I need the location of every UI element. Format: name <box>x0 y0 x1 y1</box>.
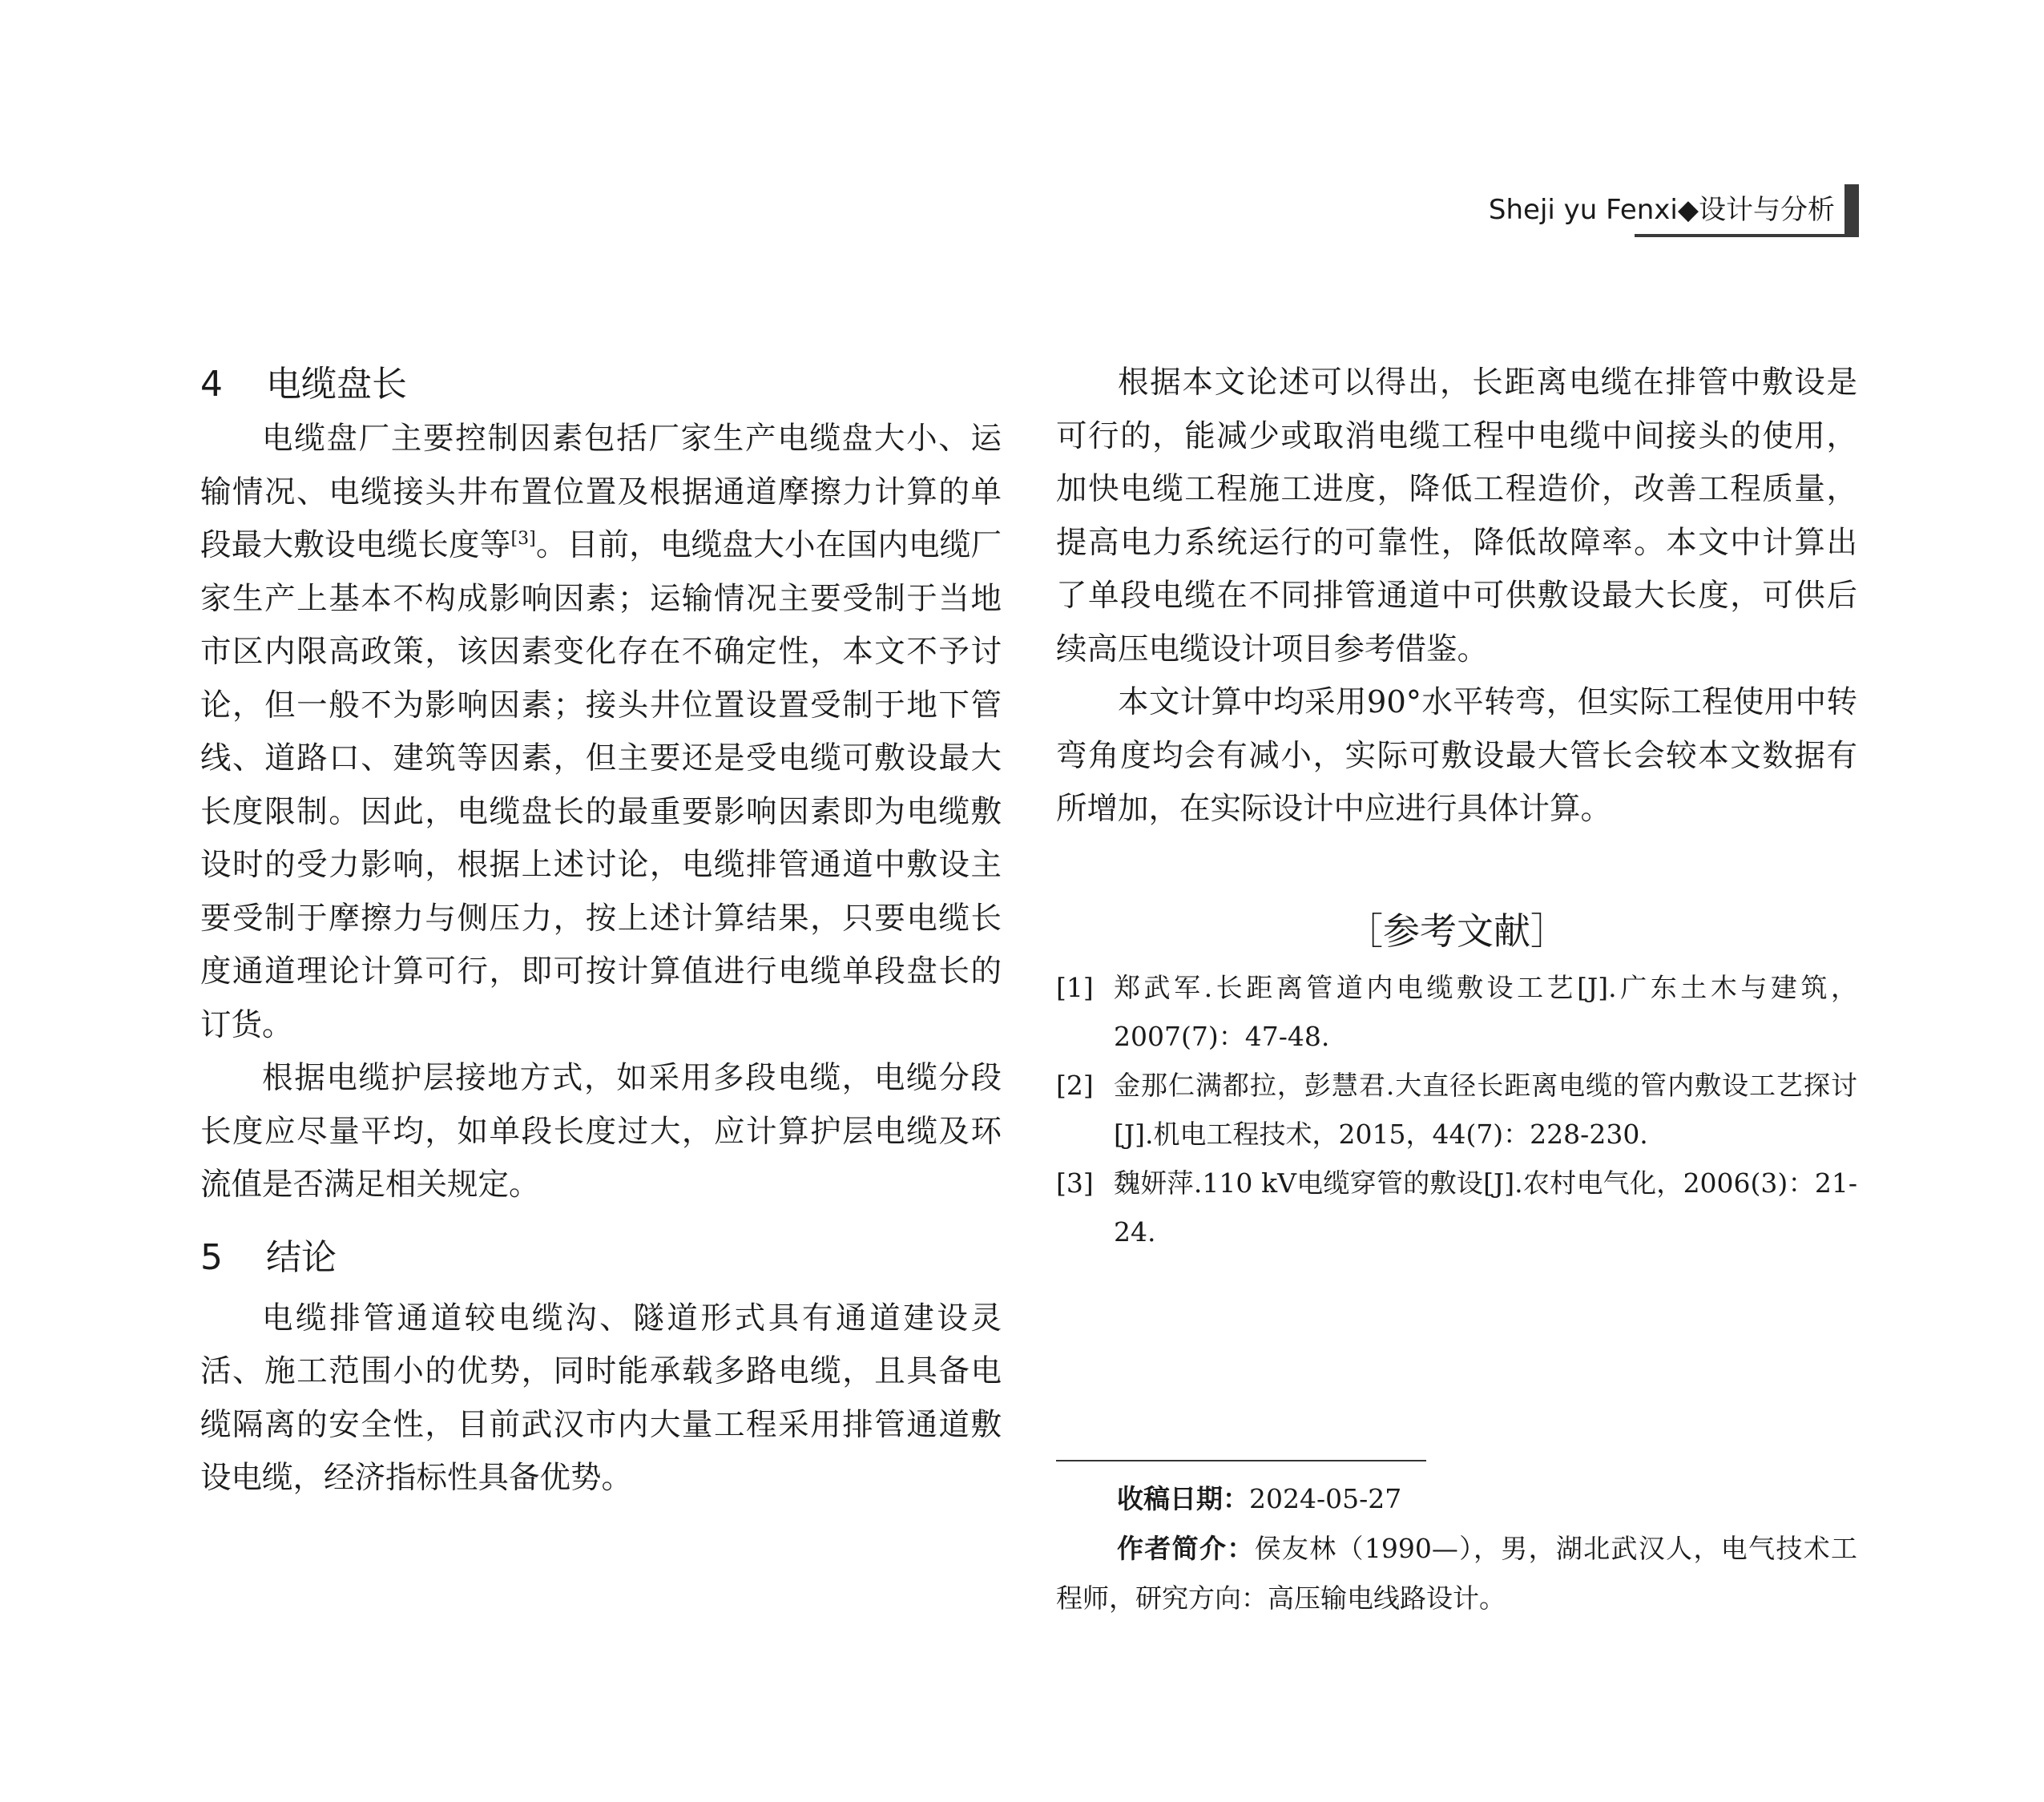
section-4-title: 电缆盘长 <box>266 364 407 405</box>
received-date <box>1056 1474 1857 1524</box>
section-5-heading <box>200 1230 1002 1286</box>
reference-text: 魏妍萍.110 kV电缆穿管的敷设[J].农村电气化，2006(3)：21-24. <box>1114 1167 1857 1248</box>
section-4-paragraph-2: 根据电缆护层接地方式，如采用多段电缆，电缆分段长度应尽量平均，如单段长度过大，应计算护层电缆及环流值是否满足相关规定。 <box>200 1060 1002 1203</box>
footnote-rule <box>1056 1460 1426 1461</box>
author-value: 侯友林（1990—），男，湖北武汉人，电气技术工程师，研究方向：高压输电线路设计。 <box>1056 1533 1858 1614</box>
reference-number: [2] <box>1056 1069 1094 1101</box>
footnote <box>1056 1474 1857 1623</box>
author-bio <box>1056 1524 1857 1623</box>
right-column <box>1056 357 1857 1256</box>
section-4-heading <box>200 357 1002 413</box>
spacer <box>200 1286 1002 1292</box>
received-label: 收稿日期： <box>1117 1483 1249 1514</box>
references-title: ［参考文献］ <box>1346 909 1567 953</box>
reference-text: 金那仁满都拉，彭慧君.大直径长距离电缆的管内敷设工艺探讨[J].机电工程技术，2015，44(7)：228-230. <box>1114 1069 1857 1150</box>
section-5-title: 结论 <box>266 1236 337 1278</box>
running-title: Sheji yu Fenxi◆设计与分析 <box>1488 194 1835 226</box>
spacer <box>200 1212 1002 1230</box>
citation-3[interactable]: [3] <box>510 529 536 550</box>
left-column <box>200 357 1002 1506</box>
conclusion-paragraph-1: 根据本文论述可以得出，长距离电缆在排管中敷设是可行的，能减少或取消电缆工程中电缆中间接头的使用，加快电缆工程施工进度，降低工程造价，改善工程质量，提高电力系统运行的可靠性，降低故障率。本文中计算出了单段电缆在不同排管通道中可供敷设最大长度，可供后续高压电缆设计项目参考借鉴。 <box>1056 365 1857 667</box>
header-rule <box>1635 234 1859 237</box>
author-label: 作者简介： <box>1117 1533 1255 1564</box>
section-5-paragraph-1: 电缆排管通道较电缆沟、隧道形式具有通道建设灵活、施工范围小的优势，同时能承载多路电缆，且具备电缆隔离的安全性，目前武汉市内大量工程采用排管通道敷设电缆，经济指标性具备优势。 <box>200 1300 1002 1496</box>
running-header <box>1426 184 1859 242</box>
s4-p1-text: 电缆盘厂主要控制因素包括厂家生产电缆盘大小、运输情况、电缆接头井布置位置及根据通道摩擦力计算的单段最大敷设电缆长度等 <box>200 421 1002 563</box>
section-4-number: 4 <box>200 364 223 405</box>
reference-number: [3] <box>1056 1167 1094 1199</box>
header-bar-decoration <box>1844 184 1859 234</box>
reference-number: [1] <box>1056 971 1094 1003</box>
received-value: 2024-05-27 <box>1249 1483 1402 1514</box>
section-4-paragraph-1 <box>200 413 1002 1052</box>
reference-item <box>1056 963 1857 1061</box>
reference-text: 郑武军.长距离管道内电缆敷设工艺[J].广东土木与建筑，2007(7)：47-48. <box>1114 971 1857 1052</box>
s4-p1-rest: 。目前，电缆盘大小在国内电缆厂家生产上基本不构成影响因素；运输情况主要受制于当地市区内限高政策，该因素变化存在不确定性，本文不予讨论，但一般不为影响因素；接头井位置设置受制于地下管线、道路口、建筑等因素，但主要还是受电缆可敷设最大长度限制。因此，电缆盘长的最重要影响因素即为电缆敷设时的受力影响，根据上述讨论，电缆排管通道中敷设主要受制于摩擦力与侧压力，按上述计算结果，只要电缆长度通道理论计算可行，即可按计算值进行电缆单段盘长的订货。 <box>200 527 1002 1043</box>
reference-item <box>1056 1061 1857 1159</box>
reference-item <box>1056 1159 1857 1256</box>
section-5-number: 5 <box>200 1236 223 1278</box>
references-list <box>1056 963 1857 1256</box>
conclusion-paragraph-2: 本文计算中均采用90°水平转弯，但实际工程使用中转弯角度均会有减小，实际可敷设最大管长会较本文数据有所增加，在实际设计中应进行具体计算。 <box>1056 684 1857 827</box>
